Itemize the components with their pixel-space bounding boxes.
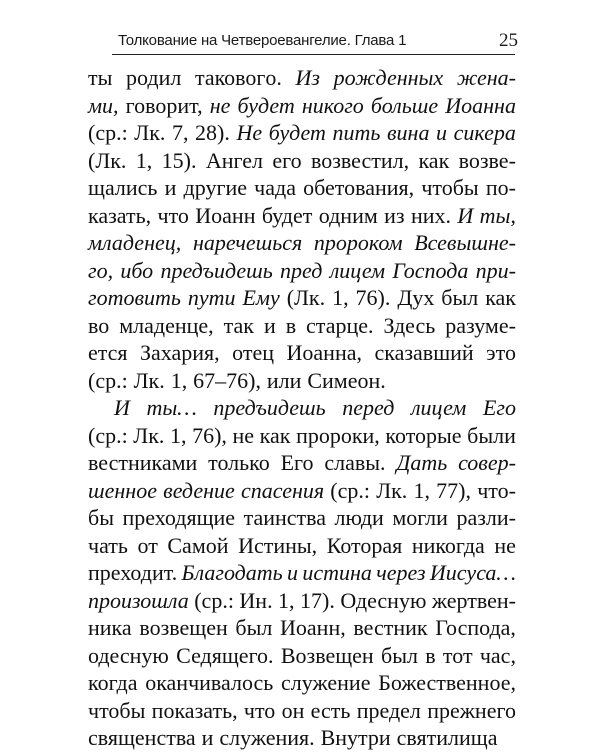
word: (Лк.	[286, 285, 326, 310]
word: Из	[295, 65, 321, 90]
word: лицем	[329, 257, 386, 283]
word: таинства	[243, 505, 327, 530]
word: что	[243, 697, 276, 723]
word: (ср.:	[88, 422, 128, 448]
word: шенное	[88, 477, 157, 503]
word: совер-	[458, 450, 516, 475]
word: младенец,	[88, 230, 182, 255]
text-line	[88, 257, 516, 285]
word: пути	[187, 285, 236, 310]
word: что	[157, 202, 189, 228]
word: славы.	[324, 450, 386, 475]
word: Внутри	[320, 725, 391, 750]
text-line	[88, 367, 516, 395]
word: чтобы	[88, 697, 146, 723]
word: Самой	[167, 532, 229, 558]
word: Не	[236, 120, 263, 145]
word: чада	[254, 175, 296, 200]
word: возвещен	[139, 615, 228, 640]
word: и	[164, 175, 177, 200]
word: когда	[88, 670, 138, 695]
text-line	[88, 202, 516, 230]
word: лицем	[410, 395, 467, 420]
word: Иоанна	[445, 92, 516, 118]
text-line	[88, 697, 516, 725]
word: прежнего	[427, 697, 516, 723]
word: Симеон.	[307, 367, 386, 393]
word: Дать	[396, 450, 448, 475]
word: из	[384, 202, 405, 228]
word: и	[201, 725, 214, 750]
word: не	[209, 92, 231, 118]
word: вестниками	[88, 450, 198, 475]
text-line	[88, 92, 516, 120]
word: люди	[334, 505, 384, 530]
word: готовить	[88, 285, 181, 310]
word: как	[418, 147, 450, 173]
word: 15).	[161, 147, 197, 173]
word: (Лк.	[88, 147, 127, 173]
text-line	[88, 64, 516, 92]
word: 1,	[278, 587, 295, 613]
word: Ангел	[205, 147, 263, 173]
word: Иоанна,	[286, 340, 362, 365]
word: ты	[88, 65, 113, 90]
word: младенце,	[119, 312, 214, 338]
word: он	[281, 697, 305, 723]
word: не	[494, 532, 516, 558]
word: больше	[370, 92, 439, 118]
word: преходящие	[122, 505, 236, 530]
word: Господа	[392, 257, 469, 283]
word: родил	[126, 65, 182, 90]
word: тот	[442, 642, 473, 668]
word: предъидешь	[160, 257, 273, 283]
word: ника	[88, 615, 132, 640]
word: через	[376, 560, 426, 585]
word: предел	[356, 697, 421, 723]
word: вестник	[353, 615, 428, 640]
word: ты…	[146, 395, 197, 420]
word: истина	[302, 560, 372, 585]
word: Всевышне-	[414, 230, 516, 255]
text-line	[88, 147, 516, 175]
text-line	[88, 587, 516, 615]
text-line	[88, 504, 516, 532]
word: во	[88, 312, 110, 338]
word: рожденных	[333, 65, 444, 90]
word: пить	[332, 120, 381, 145]
word: сикера	[453, 120, 516, 145]
text-line	[88, 449, 516, 477]
word: (ср.:	[88, 120, 128, 145]
word: Иисуса…	[429, 560, 516, 585]
word: пред	[280, 257, 323, 283]
word: старце.	[306, 312, 374, 338]
word: это	[486, 340, 516, 365]
word: 67–76),	[193, 367, 261, 393]
word: что-	[477, 477, 516, 503]
word: Лк.	[134, 120, 166, 145]
word: никого	[301, 92, 364, 118]
word: так	[223, 312, 254, 338]
word: произошла	[88, 587, 189, 613]
word: ется	[88, 340, 128, 365]
word: или	[266, 367, 302, 393]
word: ибо	[120, 257, 154, 283]
word: 77),	[436, 477, 471, 503]
word: Ин.	[239, 587, 273, 613]
word: могли	[392, 505, 448, 530]
word: как	[259, 422, 291, 448]
word: сказавший	[374, 340, 474, 365]
word: в	[285, 312, 297, 338]
word: 17).	[300, 587, 335, 613]
word: был	[235, 615, 273, 640]
word: как	[485, 285, 516, 310]
word: показать,	[151, 697, 238, 723]
word: отец	[232, 340, 275, 365]
word: предъидешь	[213, 395, 326, 420]
word: спасения	[240, 477, 325, 503]
word: преходит.	[88, 560, 178, 585]
word: Которая	[326, 532, 403, 558]
word: бы	[88, 505, 114, 530]
word: 76),	[192, 422, 227, 448]
text-line	[88, 339, 516, 367]
word: Благодать	[181, 560, 283, 585]
word: И	[114, 395, 130, 420]
word: наречешься	[192, 230, 303, 255]
text-line	[88, 642, 516, 670]
word: Возвещен	[280, 642, 374, 668]
word: Одесную	[340, 587, 427, 613]
word: таковогo.	[194, 65, 282, 90]
page-header	[118, 30, 518, 56]
word: священства	[88, 725, 196, 750]
word: никогда	[411, 532, 485, 558]
word: Его	[482, 395, 516, 420]
body-text	[88, 64, 516, 752]
running-head: Толкование на Четвероевангелие. Глава 1	[118, 32, 407, 49]
header-rule	[112, 54, 515, 55]
word: по-	[485, 175, 516, 200]
word: ведение	[163, 477, 235, 503]
word: будет	[261, 202, 313, 228]
word: 7,	[171, 120, 189, 145]
word: ты,	[479, 202, 516, 228]
word: которые	[385, 422, 462, 448]
word: есть	[310, 697, 351, 723]
word: Иоанн	[195, 202, 256, 228]
text-line	[88, 614, 516, 642]
word: жена-	[456, 65, 516, 90]
word: говорит,	[125, 92, 203, 118]
word: были	[467, 422, 516, 448]
word: Иоанн,	[280, 615, 346, 640]
text-line	[88, 174, 516, 202]
word: 1,	[170, 422, 187, 448]
word: Ему	[242, 285, 280, 310]
text-line	[88, 669, 516, 697]
word: 1,	[170, 367, 188, 393]
word: 76).	[355, 285, 391, 310]
word: чать	[88, 532, 128, 558]
word: Здесь	[383, 312, 436, 338]
word: час,	[479, 642, 516, 668]
word: разли-	[456, 505, 516, 530]
word: (ср.:	[330, 477, 370, 503]
word: Господа,	[435, 615, 516, 640]
word: был	[381, 642, 418, 668]
word: и	[436, 120, 448, 145]
word: Седящего.	[176, 642, 274, 668]
text-line	[88, 119, 516, 147]
word: перед	[342, 395, 395, 420]
word: был	[441, 285, 479, 310]
word: пророки,	[296, 422, 380, 448]
word: 28).	[195, 120, 230, 145]
word: (ср.:	[88, 367, 128, 393]
word: них.	[410, 202, 451, 228]
word: чтобы	[421, 175, 479, 200]
text-line	[88, 532, 516, 560]
word: оканчивалось	[145, 670, 274, 695]
word: Лк.	[376, 477, 408, 503]
word: разуме-	[445, 312, 516, 338]
word: одесную	[88, 642, 169, 668]
word: Божественное,	[378, 670, 516, 695]
word: Его	[280, 450, 314, 475]
word: щались	[88, 175, 158, 200]
word: и	[263, 312, 276, 338]
word: только	[208, 450, 270, 475]
text-line	[88, 394, 516, 422]
word: в	[425, 642, 436, 668]
word: будет	[237, 92, 295, 118]
word: 1,	[413, 477, 430, 503]
text-line	[88, 312, 516, 340]
word: (ср.:	[194, 587, 234, 613]
text-line	[88, 559, 516, 587]
word: И	[457, 202, 474, 228]
word: Лк.	[133, 367, 165, 393]
word: вина	[386, 120, 430, 145]
word: возвестил,	[310, 147, 410, 173]
text-line	[88, 724, 516, 752]
text-line	[88, 422, 516, 450]
word: Захария,	[140, 340, 220, 365]
word: не	[232, 422, 255, 448]
word: Истины,	[238, 532, 318, 558]
page-number: 25	[499, 30, 518, 51]
word: от	[137, 532, 158, 558]
word: служения.	[219, 725, 315, 750]
word: возве-	[458, 147, 516, 173]
word: служение	[281, 670, 371, 695]
word: 1,	[135, 147, 153, 173]
word: 1,	[332, 285, 349, 310]
word: и	[287, 560, 299, 585]
word: го,	[88, 257, 114, 283]
text-line	[88, 477, 516, 505]
word: ми,	[88, 92, 119, 118]
word: Лк.	[133, 422, 165, 448]
word: Дух	[397, 285, 435, 310]
word: при-	[475, 257, 516, 283]
word: пророком	[313, 230, 403, 255]
text-line	[88, 284, 516, 312]
word: казать,	[88, 202, 152, 228]
word: будет	[268, 120, 326, 145]
word: одним	[318, 202, 378, 228]
word: его	[272, 147, 302, 173]
word: другие	[183, 175, 248, 200]
text-line	[88, 229, 516, 257]
word: обетования,	[303, 175, 415, 200]
word: святилища	[396, 725, 498, 750]
word: жертвен-	[431, 587, 516, 613]
